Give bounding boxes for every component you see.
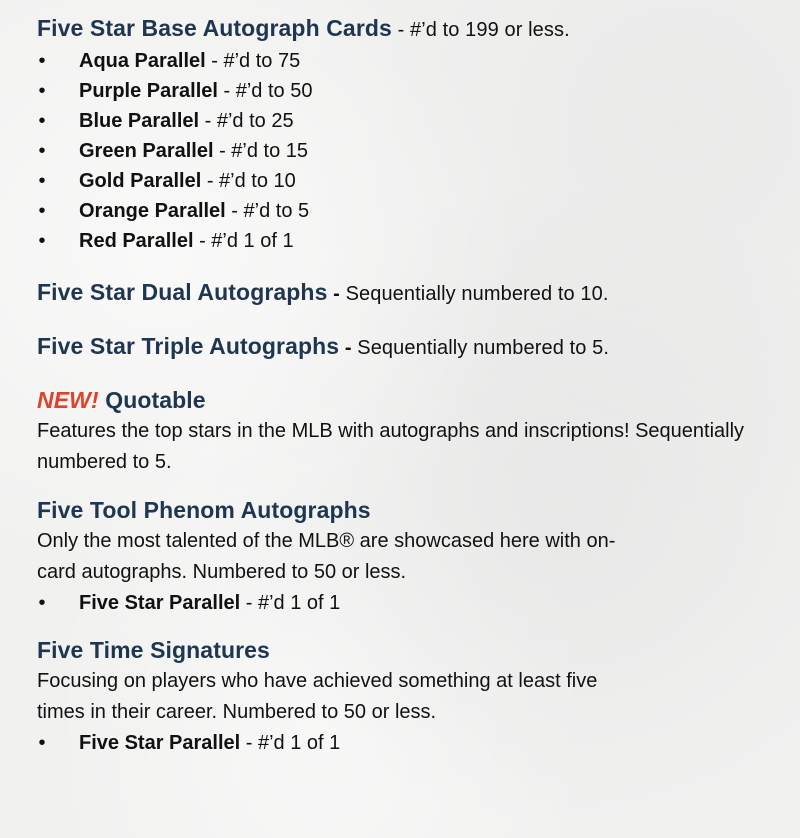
dual-autograph-desc: Sequentially numbered to 10. xyxy=(345,283,609,305)
phenom-description xyxy=(37,526,782,588)
quotable-description: Features the top stars in the MLB with autographs and inscriptions! Sequentially numbered to 5. xyxy=(37,420,745,473)
new-badge: NEW! xyxy=(37,387,99,413)
base-autograph-desc: - #’d to 199 or less. xyxy=(391,19,570,41)
bullet-icon: • xyxy=(38,140,46,162)
bullet-icon: • xyxy=(38,50,46,72)
parallel-name: Gold Parallel xyxy=(79,170,202,192)
quotable-title: Quotable xyxy=(98,387,206,413)
parallel-name: Purple Parallel xyxy=(79,80,218,102)
triple-autograph-heading xyxy=(37,330,782,364)
spacer xyxy=(37,256,782,276)
signatures-heading: Five Time Signatures xyxy=(37,637,270,663)
phenom-parallels-list xyxy=(37,588,782,618)
list-item xyxy=(37,136,782,166)
triple-autograph-desc: Sequentially numbered to 5. xyxy=(357,337,610,359)
list-item xyxy=(37,728,782,758)
bullet-icon: • xyxy=(38,230,46,252)
bullet-icon: • xyxy=(38,732,46,754)
parallel-desc: - #’d to 10 xyxy=(201,170,296,192)
signatures-parallels-list xyxy=(37,728,782,758)
signatures-description-line2: times in their career. Numbered to 50 or less. xyxy=(37,701,437,723)
triple-autograph-dash: - xyxy=(339,337,358,359)
parallel-desc: - #’d 1 of 1 xyxy=(193,230,294,252)
parallel-desc: - #’d 1 of 1 xyxy=(240,592,341,614)
base-autograph-title: Five Star Base Autograph Cards xyxy=(37,15,392,41)
parallel-desc: - #’d to 25 xyxy=(199,110,294,132)
checklist-document xyxy=(37,12,782,758)
dual-autograph-dash: - xyxy=(327,283,346,305)
quotable-heading xyxy=(37,384,782,416)
parallel-desc: - #’d to 5 xyxy=(225,200,310,222)
parallel-name: Five Star Parallel xyxy=(79,732,241,754)
list-item xyxy=(37,226,782,256)
base-parallels-list xyxy=(37,46,782,256)
spacer xyxy=(37,364,782,384)
parallel-name: Red Parallel xyxy=(79,230,194,252)
parallel-name: Orange Parallel xyxy=(79,200,226,222)
parallel-name: Five Star Parallel xyxy=(79,592,241,614)
triple-autograph-title: Five Star Triple Autographs xyxy=(37,333,340,359)
parallel-desc: - #’d 1 of 1 xyxy=(240,732,341,754)
bullet-icon: • xyxy=(38,170,46,192)
bullet-icon: • xyxy=(38,200,46,222)
parallel-name: Green Parallel xyxy=(79,140,214,162)
parallel-desc: - #’d to 50 xyxy=(217,80,313,102)
dual-autograph-heading xyxy=(37,276,782,310)
phenom-description-line1: Only the most talented of the MLB® are showcased here with on- xyxy=(37,530,616,552)
spacer xyxy=(37,618,782,634)
bullet-icon: • xyxy=(38,80,46,102)
phenom-description-line2: card autographs. Numbered to 50 or less. xyxy=(37,561,407,583)
list-item xyxy=(37,588,782,618)
phenom-heading: Five Tool Phenom Autographs xyxy=(37,497,371,523)
list-item xyxy=(37,166,782,196)
spacer xyxy=(37,310,782,330)
base-autograph-heading xyxy=(37,12,782,46)
list-item xyxy=(37,106,782,136)
list-item xyxy=(37,196,782,226)
parallel-name: Blue Parallel xyxy=(79,110,200,132)
parallel-desc: - #’d to 15 xyxy=(213,140,309,162)
bullet-icon: • xyxy=(38,592,46,614)
signatures-description-line1: Focusing on players who have achieved something at least five xyxy=(37,670,598,692)
dual-autograph-title: Five Star Dual Autographs xyxy=(37,279,328,305)
signatures-description xyxy=(37,666,782,728)
list-item xyxy=(37,76,782,106)
parallel-name: Aqua Parallel xyxy=(79,50,206,72)
bullet-icon: • xyxy=(38,110,46,132)
spacer xyxy=(37,478,782,494)
list-item xyxy=(37,46,782,76)
parallel-desc: - #’d to 75 xyxy=(205,50,301,72)
